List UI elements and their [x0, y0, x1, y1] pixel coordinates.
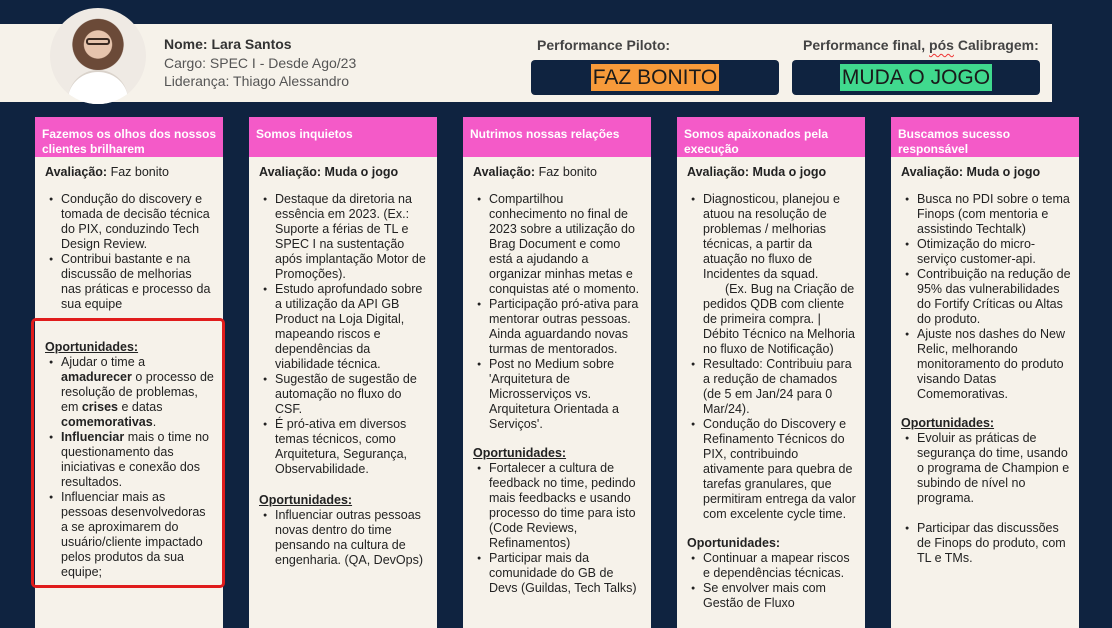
value-column-execucao: [677, 117, 865, 628]
list-item: ● Participar mais da comunidade do GB de Devs (Guildas, Tech Talks): [475, 551, 643, 596]
list-item: ● Estudo aprofundado sobre a utilização da API GB Product na Loja Digital, mapeando riscos e dependências da viabilidade técnica.: [261, 282, 429, 372]
list-item: ● É pró-ativa em diversos temas técnicos, como Arquitetura, Segurança, Observabilidade.: [261, 417, 429, 477]
column-body: [35, 157, 223, 628]
achievements-list: [45, 192, 215, 312]
evaluation: Avaliação: Faz bonito: [45, 165, 169, 179]
opportunities-title: Oportunidades:: [901, 416, 995, 430]
column-body: [891, 157, 1079, 628]
lead-label: Liderança:: [164, 73, 230, 89]
list-item: ● Evoluir as práticas de segurança do time, usando o programa de Champion e subindo de nível no programa.: [903, 431, 1071, 506]
list-item: ● Otimização do micro-serviço customer-api.: [903, 237, 1071, 267]
column-body: [463, 157, 651, 628]
glasses-shape: [86, 38, 110, 45]
lead-row: [164, 72, 356, 91]
opportunities-title: Oportunidades:: [259, 493, 353, 507]
column-title: Nutrimos nossas relações: [463, 117, 651, 157]
list-item: ● Destaque da diretoria na essência em 2023. (Ex.: Suporte a férias de TL e SPEC I na sustentação após implantação Motor de Promoções).: [261, 192, 429, 282]
opportunities-title: Oportunidades:: [45, 340, 139, 354]
list-item: ● Ajudar o time a amadurecer o processo de resolução de problemas, em crises e datas comemorativas.: [47, 355, 215, 430]
list-item: ● Condução do Discovery e Refinamento Técnicos do PIX, contribuindo ativamente para quebra de tarefas granulares, que permitiram entrega da valor com excelente cycle time.: [689, 417, 857, 522]
list-item: ● Participação pró-ativa para mentorar outras pessoas. Ainda aguardando novas turmas de mentorados.: [475, 297, 643, 357]
list-item: ● Continuar a mapear riscos e dependências técnicas.: [689, 551, 857, 581]
column-body: [249, 157, 437, 628]
list-item: ● Post no Medium sobre 'Arquitetura de Microsserviços vs. Arquitetura Orientada a Serviços'.: [475, 357, 643, 432]
evaluation: Avaliação: Muda o jogo: [901, 165, 1041, 179]
list-item: ● Se envolver mais com Gestão de Fluxo: [689, 581, 857, 611]
value-column-clientes: [35, 117, 223, 628]
opportunities-title: Oportunidades:: [687, 536, 781, 550]
pilot-performance-label: Performance Piloto:: [537, 37, 671, 53]
list-item: ● Diagnosticou, planejou e atuou na resolução de problemas / melhorias técnicas, a partir da atuação no fluxo de Incidentes da squad. (Ex. Bug na Criação de pedidos QDB com cliente de primeira compra. | Débito Técnico na Melhoria no fluxo de Notificação): [689, 192, 857, 357]
person-role: SPEC I - Desde Ago/23: [209, 54, 357, 71]
column-title: Buscamos sucesso responsável: [891, 117, 1079, 157]
list-item: ● Sugestão de sugestão de automação no fluxo do CSF.: [261, 372, 429, 417]
name-label: Nome:: [164, 36, 208, 52]
opportunities-list: [473, 461, 643, 596]
opportunities-title: Oportunidades:: [473, 446, 567, 460]
achievements-list: [901, 192, 1071, 402]
column-title: Fazemos os olhos dos nossos clientes brilharem: [35, 117, 223, 157]
achievements-list: [687, 192, 857, 522]
list-item: ● Ajuste nos dashes do New Relic, melhorando monitoramento do produto visando Datas Comemorativas.: [903, 327, 1071, 402]
list-item: ● Condução do discovery e tomada de decisão técnica do PIX, conduzindo Tech Design Review.: [47, 192, 215, 252]
role-label: Cargo:: [164, 54, 207, 71]
value-column-inquietos: [249, 117, 437, 628]
pilot-performance-value: FAZ BONITO: [592, 66, 718, 89]
pilot-performance-box: [531, 60, 779, 95]
evaluation: Avaliação: Muda o jogo: [259, 165, 399, 179]
role-row: [164, 54, 356, 73]
list-item: ● Influenciar mais o time no questionamento das iniciativas e conexão dos resultados.: [47, 430, 215, 490]
list-item: ● Resultado: Contribuiu para a redução de chamados (de 5 em Jan/24 para 0 Mar/24).: [689, 357, 857, 417]
final-performance-value: MUDA O JOGO: [841, 66, 991, 89]
person-lead: Thiago Alessandro: [233, 73, 349, 89]
list-item: ● Compartilhou conhecimento no final de 2023 sobre a utilização do Brag Document e como está a ajudando a organizar minhas metas e conquistas até o momento.: [475, 192, 643, 297]
list-item: ● Participar das discussões de Finops do produto, com TL e TMs.: [903, 521, 1071, 566]
achievements-list: [473, 192, 643, 432]
profile-photo: [50, 8, 146, 104]
value-column-sucesso: [891, 117, 1079, 628]
opportunities-list: [45, 355, 215, 580]
column-body: [677, 157, 865, 628]
evaluation: Avaliação: Faz bonito: [473, 165, 597, 179]
list-item: ● Influenciar mais as pessoas desenvolvedoras a se aproximarem do usuário/cliente impactado pelos produtos da sua equipe;: [47, 490, 215, 580]
list-item: ● Contribui bastante e na discussão de melhorias nas práticas e processo da sua equipe: [47, 252, 215, 312]
name-row: [164, 35, 356, 54]
final-performance-box: [792, 60, 1040, 95]
shirt-shape: [68, 70, 128, 104]
column-title: Somos inquietos: [249, 117, 437, 157]
list-item: ● Influenciar outras pessoas novas dentro do time pensando na cultura de engenharia. (QA, DevOps): [261, 508, 429, 568]
achievements-list: [259, 192, 429, 477]
person-name: Lara Santos: [211, 36, 292, 52]
final-performance-label: Performance final, pós Calibragem:: [803, 37, 1039, 53]
value-column-relacoes: [463, 117, 651, 628]
list-item: ● Contribuição na redução de 95% das vulnerabilidades do Fortify Críticas ou Altas do produto.: [903, 267, 1071, 327]
person-info: [164, 35, 356, 91]
column-title: Somos apaixonados pela execução: [677, 117, 865, 157]
evaluation: Avaliação: Muda o jogo: [687, 165, 827, 179]
opportunities-list: [259, 508, 429, 568]
list-item: ● Fortalecer a cultura de feedback no time, pedindo mais feedbacks e usando processo do time para isto (Code Reviews, Refinamentos): [475, 461, 643, 551]
list-item: ● Busca no PDI sobre o tema Finops (com mentoria e assistindo Techtalk): [903, 192, 1071, 237]
opportunities-list: [901, 431, 1071, 566]
opportunities-list: [687, 551, 857, 611]
